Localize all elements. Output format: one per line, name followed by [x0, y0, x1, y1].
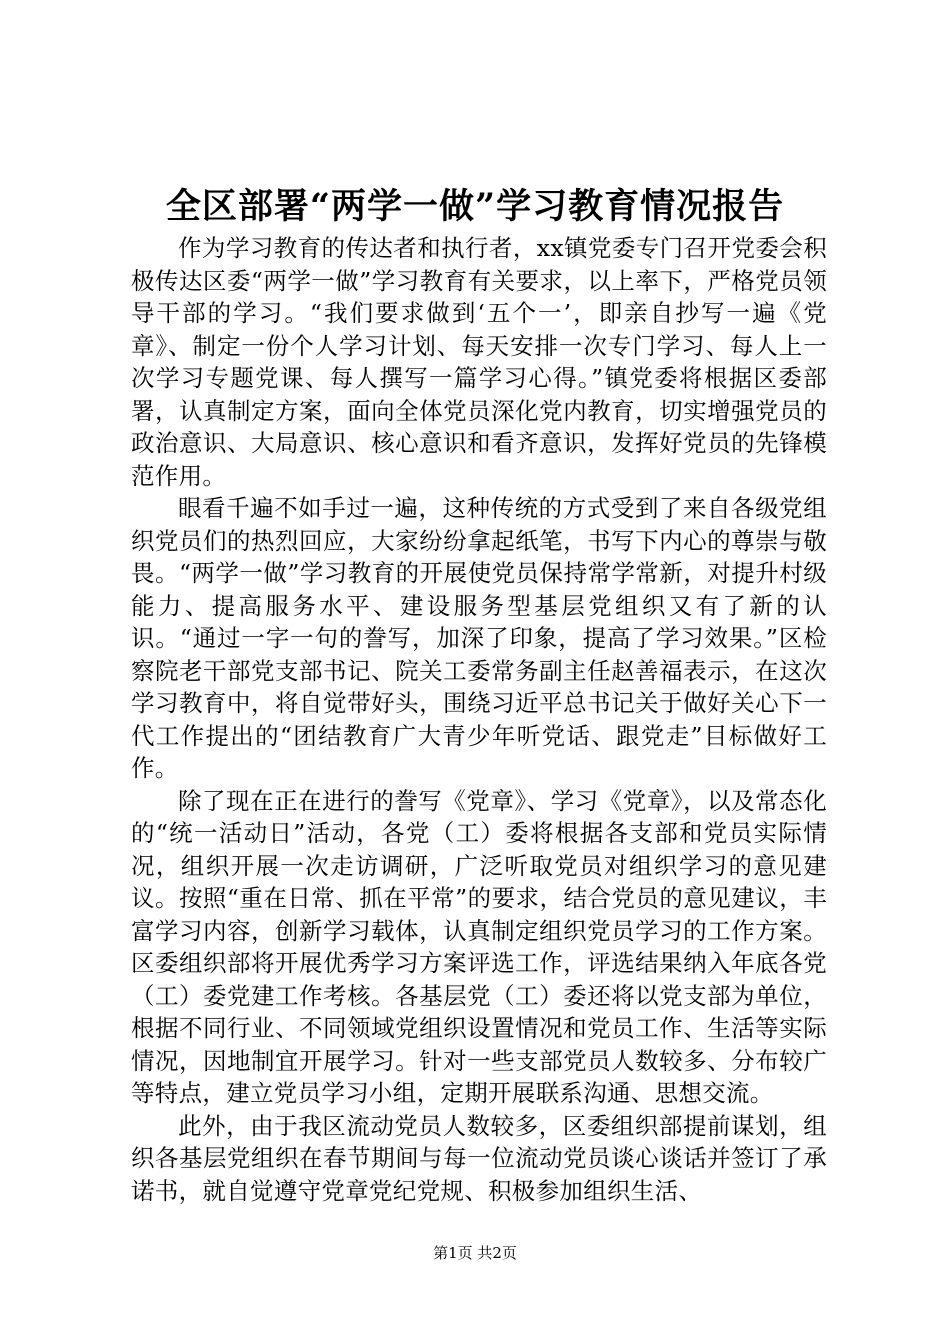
paragraph-2: 眼看千遍不如手过一遍，这种传统的方式受到了来自各级党组织党员们的热烈回应，大家纷纷拿起纸笔，书写下内心的尊崇与敬畏。“两学一做”学习教育的开展使党员保持常学常新，对提升村级能力、提高服务水平、建设服务型基层党组织又有了新的认识。“通过一字一句的誊写，加深了印象，提高了学习效果。”区检察院老干部党支部书记、院关工委常务副主任赵善福表示，在这次学习教育中，将自觉带好头，围绕习近平总书记关于做好关心下一代工作提出的“团结教育广大青少年听党话、跟党走”目标做好工作。 — [131, 494, 827, 782]
paragraph-4: 此外，由于我区流动党员人数较多，区委组织部提前谋划，组织各基层党组织在春节期间与每一位流动党员谈心谈话并签订了承诺书，就自觉遵守党章党纪党规、积极参加组织生活、 — [131, 1111, 827, 1205]
page-footer — [0, 1243, 950, 1263]
document-title: 全区部署“两学一做”学习教育情况报告 — [165, 186, 785, 227]
page-number-indicator: 第1页 共2页 — [433, 1244, 517, 1262]
document-body — [131, 232, 827, 1207]
paragraph-1: 作为学习教育的传达者和执行者，xx镇党委专门召开党委会积极传达区委“两学一做”学习教育有关要求，以上率下，严格党员领导干部的学习。“我们要求做到‘五个一’，即亲自抄写一遍《党章》、制定一份个人学习计划、每天安排一次专门学习、每人上一次学习专题党课、每人撰写一篇学习心得。”镇党委将根据区委部署，认真制定方案，面向全体党员深化党内教育，切实增强党员的政治意识、大局意识、核心意识和看齐意识，发挥好党员的先锋模范作用。 — [131, 234, 827, 490]
paragraph-3: 除了现在正在进行的誊写《党章》、学习《党章》，以及常态化的“统一活动日”活动，各党（工）委将根据各支部和党员实际情况，组织开展一次走访调研，广泛听取党员对组织学习的意见建议。按照“重在日常、抓在平常”的要求，结合党员的意见建议，丰富学习内容，创新学习载体，认真制定组织党员学习的工作方案。区委组织部将开展优秀学习方案评选工作，评选结果纳入年底各党（工）委党建工作考核。各基层党（工）委还将以党支部为单位，根据不同行业、不同领域党组织设置情况和党员工作、生活等实际情况，因地制宜开展学习。针对一些支部党员人数较多、分布较广等特点，建立党员学习小组，定期开展联系沟通、思想交流。 — [131, 786, 827, 1107]
